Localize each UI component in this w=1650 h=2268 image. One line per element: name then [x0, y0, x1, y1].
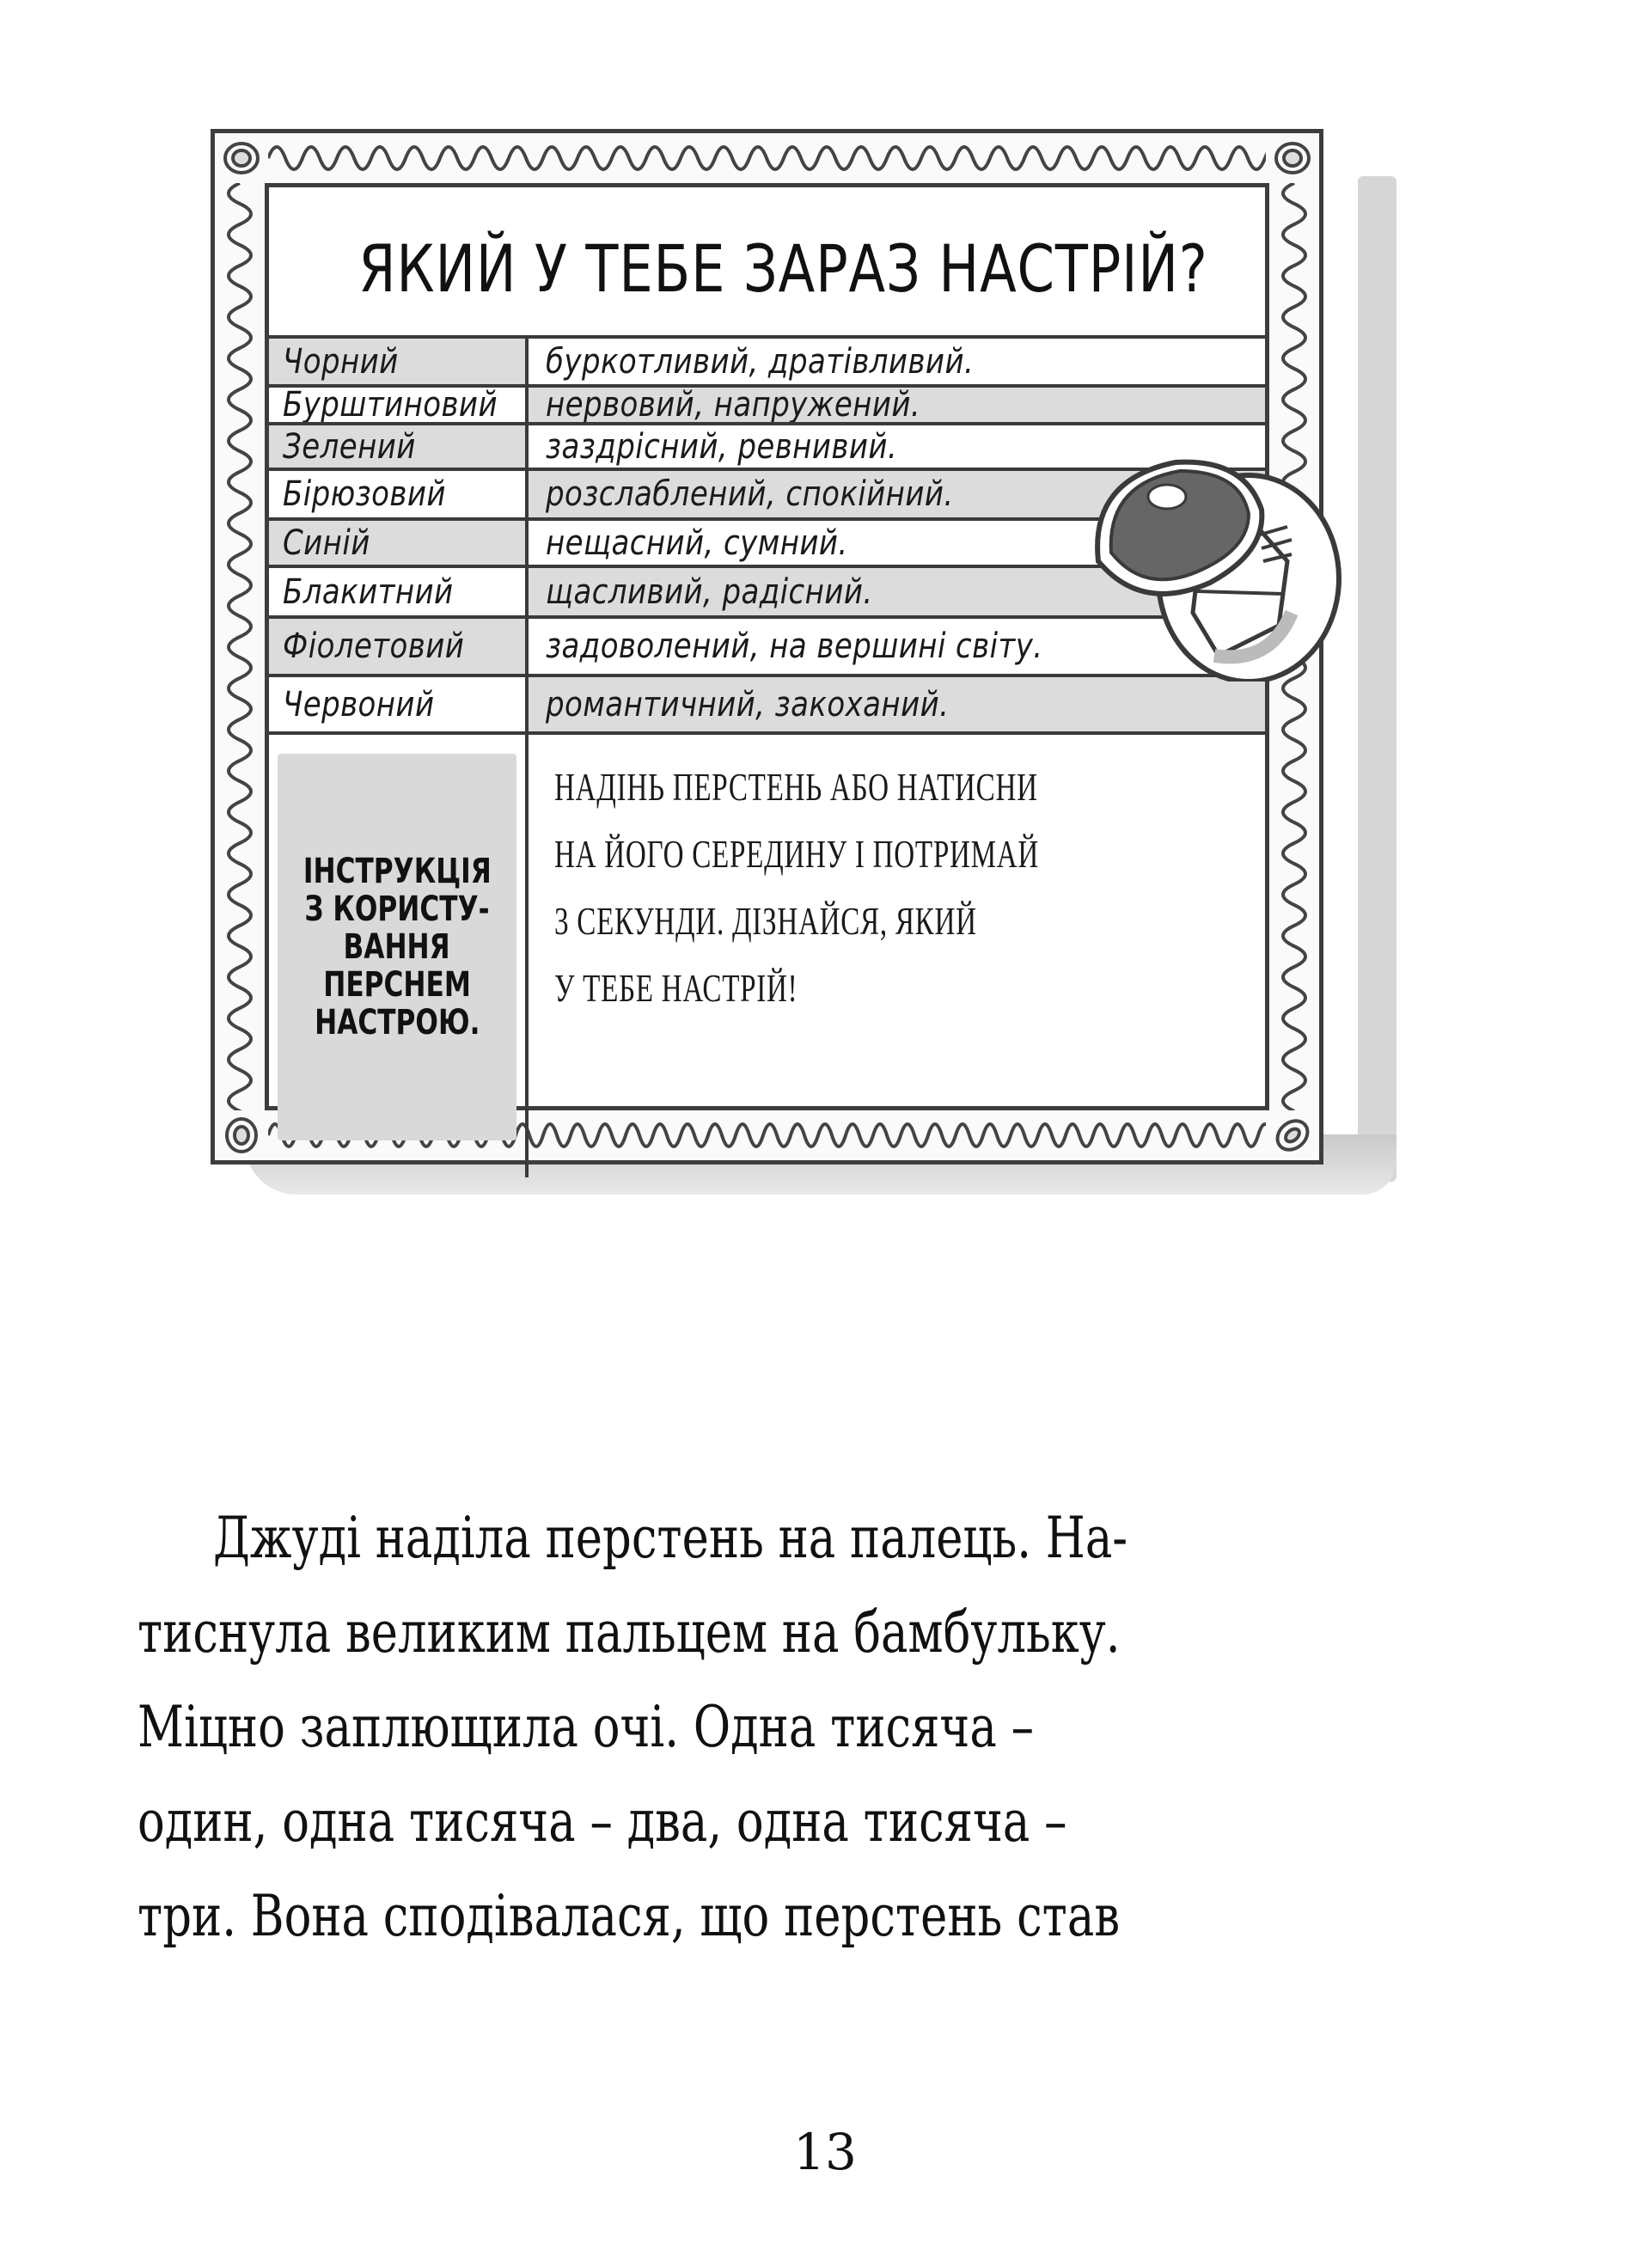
mood-meaning-cell: заздрісний, ревнивий. — [546, 426, 898, 467]
spiral-corner-icon — [215, 133, 268, 183]
story-paragraph — [138, 1491, 1512, 1964]
instruction-label-cell — [269, 735, 529, 1177]
mood-meaning-cell: нещасний, сумний. — [546, 523, 848, 563]
mood-meaning-cell: задоволений, на вершині світу. — [546, 627, 1043, 666]
instruction-label: ІНСТРУКЦІЯ З КОРИСТУ- ВАННЯ ПЕРСНЕМ НАСТРОЮ. — [278, 754, 516, 1140]
frame-wave-band-top — [268, 133, 1266, 187]
mood-ring-icon — [1072, 398, 1356, 682]
color-name-cell: Зелений — [269, 425, 529, 468]
instruction-row — [269, 731, 1265, 1177]
frame-wave-band-left — [215, 183, 269, 1110]
mood-ring-illustration — [211, 129, 1362, 1233]
mood-meaning-cell: розслаблений, спокійний. — [529, 471, 1265, 517]
color-name-cell: Блакитний — [269, 568, 529, 615]
color-name-cell: Чорний — [269, 339, 529, 384]
illustration-title: ЯКИЙ У ТЕБЕ ЗАРАЗ НАСТРІЙ? — [358, 230, 1208, 307]
mood-meaning-cell: буркотливий, дратівливий. — [546, 341, 975, 382]
paragraph-line: Міцно заплющила очі. Одна тисяча – — [138, 1694, 1034, 1760]
mood-meaning-cell: романтичний, закоханий. — [529, 677, 1265, 731]
color-name-cell: Бірюзовий — [269, 471, 529, 517]
paragraph-line: один, одна тисяча – два, одна тисяча – — [138, 1788, 1067, 1855]
mood-row-black — [269, 335, 1265, 384]
decorative-frame — [211, 129, 1323, 1165]
frame-content — [269, 187, 1265, 1106]
page-number: 13 — [793, 2123, 857, 2181]
mood-row-red — [269, 674, 1265, 731]
color-name-cell: Бурштиновий — [269, 388, 529, 422]
spiral-corner-icon — [215, 1110, 268, 1160]
color-name-cell: Фіолетовий — [269, 619, 529, 674]
color-name-cell: Синій — [269, 521, 529, 565]
mood-meaning-cell: щасливий, радісний. — [529, 568, 1265, 615]
paragraph-line: тиснула великим пальцем на бамбульку. — [138, 1599, 1121, 1666]
paragraph-line: Джуді наділа перстень на палець. На- — [213, 1505, 1128, 1571]
instruction-text: НАДІНЬ ПЕРСТЕНЬ АБО НАТИСНИ НА ЙОГО СЕРЕДИНУ І ПОТРИМАЙ 3 СЕКУНДИ. ДІЗНАЙСЯ, ЯКИЙ У ТЕБЕ НАСТРІЙ! — [554, 765, 1040, 1010]
paragraph-line: три. Вона сподівалася, що перстень став — [138, 1883, 1121, 1949]
frame-shadow-right — [1358, 176, 1396, 1182]
spiral-corner-icon — [1266, 133, 1319, 183]
mood-meaning-cell: нервовий, напружений. — [529, 388, 1265, 422]
color-name-cell: Червоний — [269, 677, 529, 731]
spiral-corner-icon — [1266, 1110, 1319, 1160]
